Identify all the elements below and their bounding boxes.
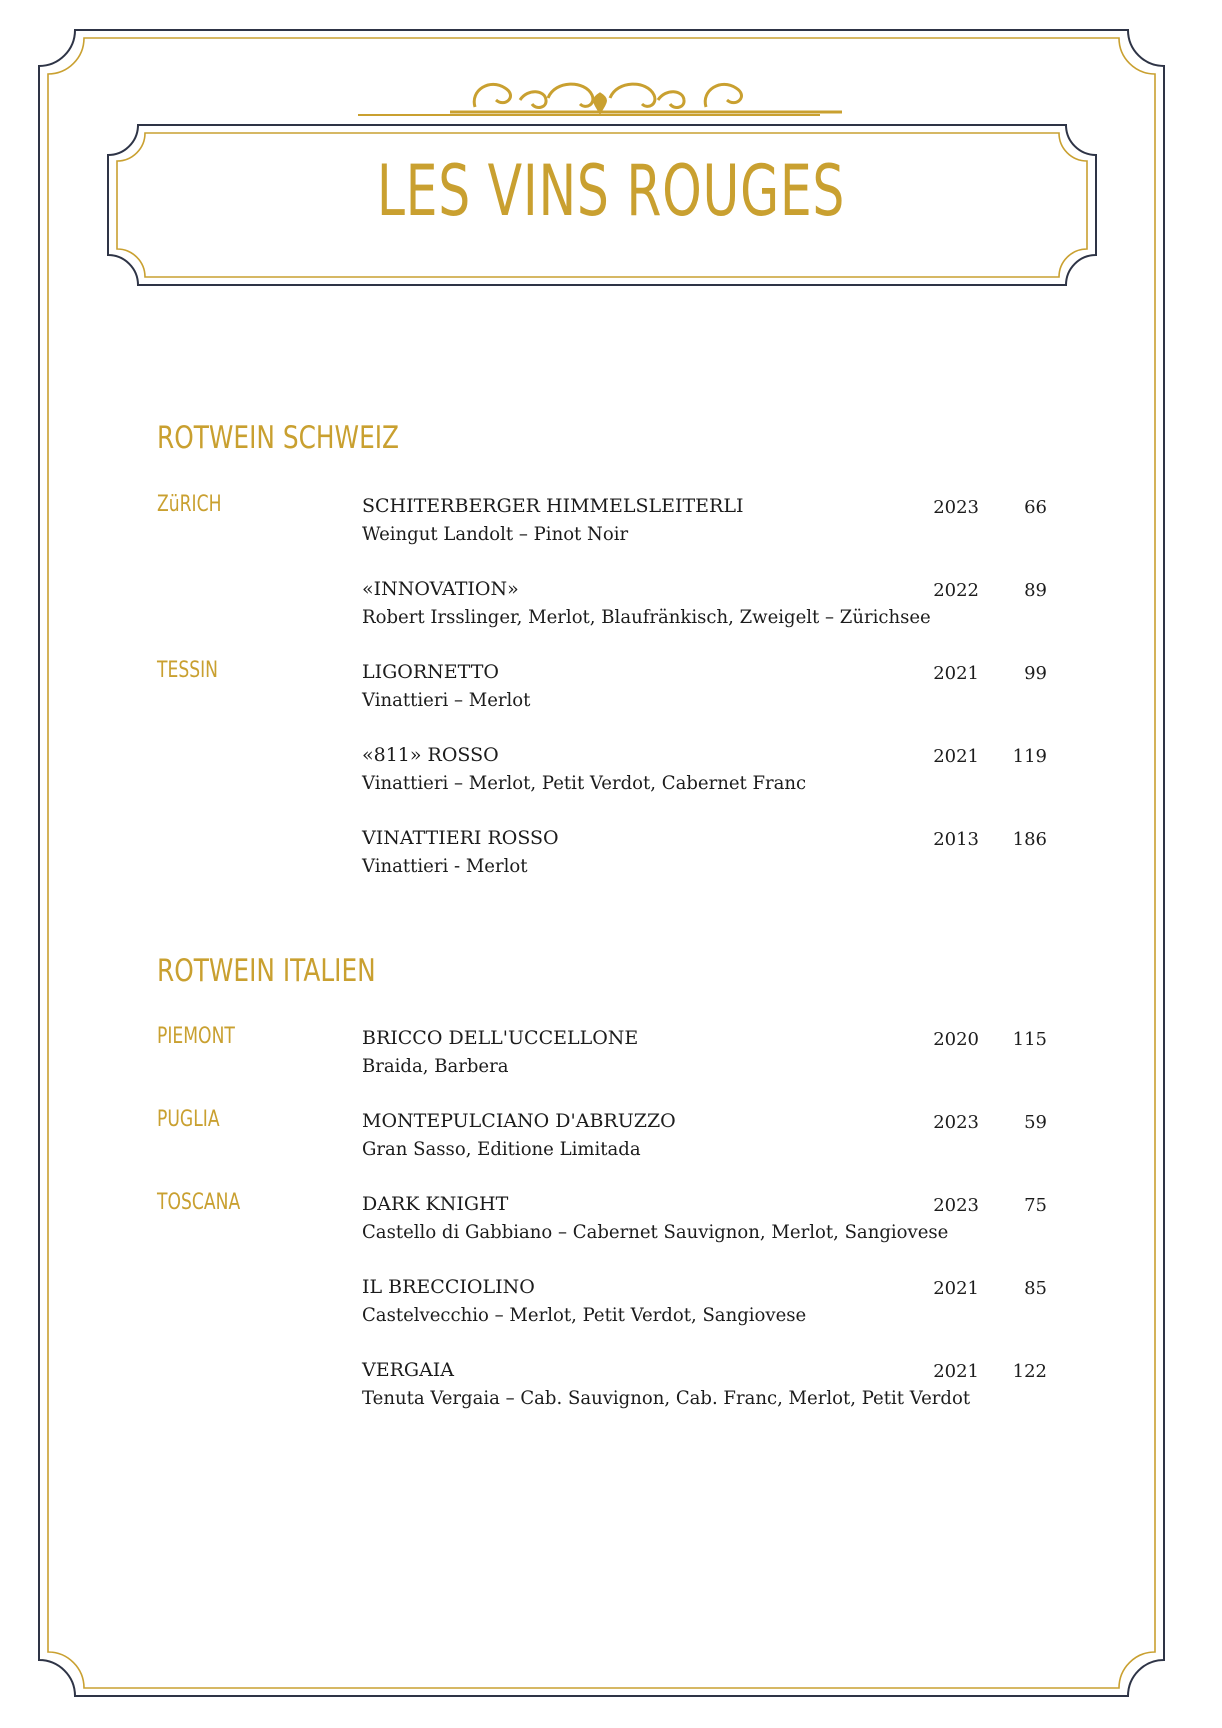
wine-item	[362, 661, 1047, 717]
region-tessin: TESSIN	[157, 658, 219, 683]
wine-year: 2013	[933, 829, 979, 850]
wine-price: 66	[1024, 497, 1047, 518]
wine-name: IL BRECCIOLINO	[362, 1276, 535, 1298]
wine-description: Vinattieri – Merlot	[362, 689, 531, 711]
wine-year: 2023	[933, 1112, 979, 1133]
wine-price: 85	[1024, 1278, 1047, 1299]
wine-description: Vinattieri - Merlot	[362, 855, 528, 877]
wine-item	[362, 1359, 1047, 1415]
wine-item	[362, 744, 1047, 800]
section-title-italien: ROTWEIN ITALIEN	[157, 953, 376, 989]
wine-description: Robert Irsslinger, Merlot, Blaufränkisch, Zweigelt – Zürichsee	[362, 606, 931, 628]
wine-item	[362, 578, 1047, 634]
wine-description: Vinattieri – Merlot, Petit Verdot, Cabernet Franc	[362, 772, 807, 794]
page-title: LES VINS ROUGES	[376, 150, 846, 232]
wine-year: 2022	[933, 580, 979, 601]
wine-price: 122	[1012, 1361, 1047, 1382]
wine-name: VINATTIERI ROSSO	[362, 827, 559, 849]
wine-price: 119	[1012, 746, 1047, 767]
region-toscana: TOSCANA	[157, 1190, 241, 1215]
wine-year: 2021	[933, 1278, 979, 1299]
wine-description: Gran Sasso, Editione Limitada	[362, 1138, 641, 1160]
wine-name: MONTEPULCIANO D'ABRUZZO	[362, 1110, 676, 1132]
wine-year: 2020	[933, 1029, 979, 1050]
wine-item	[362, 495, 1047, 551]
wine-name: «811» ROSSO	[362, 744, 499, 766]
wine-item	[362, 1027, 1047, 1083]
region-zurich: ZüRICH	[157, 492, 222, 517]
wine-description: Weingut Landolt – Pinot Noir	[362, 523, 629, 545]
wine-item	[362, 1110, 1047, 1166]
wine-year: 2021	[933, 746, 979, 767]
wine-name: LIGORNETTO	[362, 661, 499, 683]
region-piemont: PIEMONT	[157, 1024, 235, 1049]
gold-scroll-ornament	[358, 84, 842, 115]
wine-price: 115	[1012, 1029, 1047, 1050]
wine-price: 59	[1024, 1112, 1047, 1133]
section-title-schweiz: ROTWEIN SCHWEIZ	[157, 420, 400, 456]
wine-name: «INNOVATION»	[362, 578, 519, 600]
wine-name: VERGAIA	[362, 1359, 455, 1381]
wine-year: 2021	[933, 1361, 979, 1382]
wine-year: 2023	[933, 1195, 979, 1216]
wine-item	[362, 1193, 1047, 1249]
wine-price: 99	[1024, 663, 1047, 684]
wine-price: 89	[1024, 580, 1047, 601]
wine-year: 2023	[933, 497, 979, 518]
region-puglia: PUGLIA	[157, 1107, 220, 1132]
wine-description: Braida, Barbera	[362, 1055, 509, 1077]
wine-name: SCHITERBERGER HIMMELSLEITERLI	[362, 495, 744, 517]
wine-name: BRICCO DELL'UCCELLONE	[362, 1027, 639, 1049]
wine-item	[362, 827, 1047, 883]
wine-year: 2021	[933, 663, 979, 684]
wine-name: DARK KNIGHT	[362, 1193, 509, 1215]
wine-item	[362, 1276, 1047, 1332]
wine-price: 75	[1024, 1195, 1047, 1216]
wine-price: 186	[1012, 829, 1047, 850]
wine-description: Castello di Gabbiano – Cabernet Sauvignon, Merlot, Sangiovese	[362, 1221, 949, 1243]
wine-description: Castelvecchio – Merlot, Petit Verdot, Sangiovese	[362, 1304, 807, 1326]
wine-description: Tenuta Vergaia – Cab. Sauvignon, Cab. Franc, Merlot, Petit Verdot	[362, 1387, 971, 1409]
